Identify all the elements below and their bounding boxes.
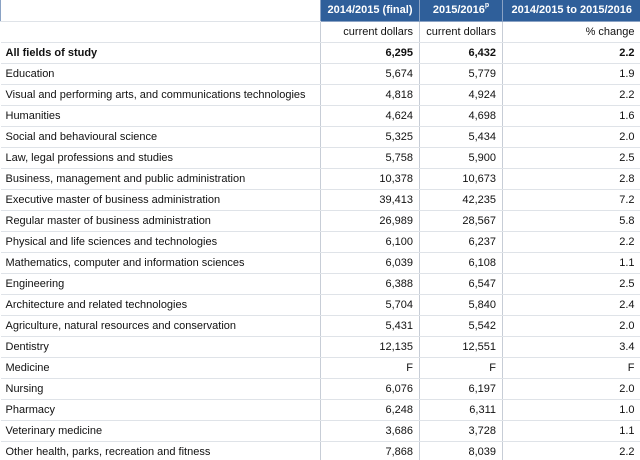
field-name-cell: Visual and performing arts, and communications technologies	[1, 84, 321, 105]
field-name-cell: Veterinary medicine	[1, 420, 321, 441]
field-name-cell: Medicine	[1, 357, 321, 378]
percent-change-cell: 1.1	[503, 252, 640, 273]
value-2014-2015-cell: 12,135	[321, 336, 420, 357]
percent-change-cell: 2.8	[503, 168, 640, 189]
table-row	[1, 357, 640, 378]
value-2014-2015-cell: 3,686	[321, 420, 420, 441]
table-row	[1, 273, 640, 294]
percent-change-cell: 1.0	[503, 399, 640, 420]
value-2014-2015-cell: 6,100	[321, 231, 420, 252]
table-row	[1, 315, 640, 336]
value-2015-2016-cell: 6,237	[420, 231, 503, 252]
table-row	[1, 84, 640, 105]
units-row	[1, 21, 640, 42]
value-2014-2015-cell: 5,674	[321, 63, 420, 84]
table-row	[1, 294, 640, 315]
field-name-cell: Physical and life sciences and technologies	[1, 231, 321, 252]
value-2014-2015-cell: 5,704	[321, 294, 420, 315]
value-2015-2016-cell: 4,924	[420, 84, 503, 105]
value-2014-2015-cell: 7,868	[321, 441, 420, 460]
value-2014-2015-cell: 10,378	[321, 168, 420, 189]
value-2015-2016-cell: 6,432	[420, 42, 503, 63]
value-2014-2015-cell: 5,431	[321, 315, 420, 336]
value-2014-2015-cell: F	[321, 357, 420, 378]
percent-change-cell: 2.2	[503, 42, 640, 63]
percent-change-cell: 2.0	[503, 126, 640, 147]
value-2015-2016-cell: 4,698	[420, 105, 503, 126]
value-2014-2015-cell: 4,818	[321, 84, 420, 105]
header-change: 2014/2015 to 2015/2016	[503, 0, 640, 21]
value-2014-2015-cell: 6,039	[321, 252, 420, 273]
value-2015-2016-cell: 3,728	[420, 420, 503, 441]
units-col2: current dollars	[420, 21, 503, 42]
units-blank-cell	[1, 21, 321, 42]
table-row	[1, 63, 640, 84]
table-row	[1, 231, 640, 252]
percent-change-cell: 3.4	[503, 336, 640, 357]
table-row	[1, 399, 640, 420]
field-name-cell: Regular master of business administration	[1, 210, 321, 231]
percent-change-cell: 2.5	[503, 147, 640, 168]
value-2015-2016-cell: 8,039	[420, 441, 503, 460]
percent-change-cell: F	[503, 357, 640, 378]
table-row	[1, 105, 640, 126]
field-name-cell: Agriculture, natural resources and conservation	[1, 315, 321, 336]
value-2014-2015-cell: 6,076	[321, 378, 420, 399]
table-row	[1, 189, 640, 210]
field-name-cell: Social and behavioural science	[1, 126, 321, 147]
percent-change-cell: 5.8	[503, 210, 640, 231]
preliminary-marker: p	[484, 2, 490, 10]
value-2015-2016-cell: 6,197	[420, 378, 503, 399]
value-2015-2016-cell: 5,900	[420, 147, 503, 168]
header-2015-2016	[420, 0, 503, 21]
percent-change-cell: 2.2	[503, 84, 640, 105]
value-2015-2016-cell: 28,567	[420, 210, 503, 231]
value-2015-2016-cell: F	[420, 357, 503, 378]
field-name-cell: Humanities	[1, 105, 321, 126]
percent-change-cell: 2.2	[503, 231, 640, 252]
field-name-cell: Executive master of business administration	[1, 189, 321, 210]
value-2015-2016-cell: 6,108	[420, 252, 503, 273]
percent-change-cell: 7.2	[503, 189, 640, 210]
field-name-cell: Education	[1, 63, 321, 84]
table-row	[1, 336, 640, 357]
field-name-cell: Other health, parks, recreation and fitness	[1, 441, 321, 460]
table-row	[1, 42, 640, 63]
value-2014-2015-cell: 4,624	[321, 105, 420, 126]
value-2014-2015-cell: 5,325	[321, 126, 420, 147]
value-2015-2016-cell: 6,547	[420, 273, 503, 294]
header-2014-2015: 2014/2015 (final)	[321, 0, 420, 21]
percent-change-cell: 2.0	[503, 315, 640, 336]
table-row	[1, 441, 640, 460]
table-row	[1, 210, 640, 231]
value-2015-2016-cell: 5,542	[420, 315, 503, 336]
value-2014-2015-cell: 39,413	[321, 189, 420, 210]
table-row	[1, 126, 640, 147]
value-2015-2016-cell: 5,779	[420, 63, 503, 84]
value-2015-2016-cell: 5,434	[420, 126, 503, 147]
percent-change-cell: 2.0	[503, 378, 640, 399]
field-name-cell: Pharmacy	[1, 399, 321, 420]
field-name-cell: Architecture and related technologies	[1, 294, 321, 315]
value-2015-2016-cell: 5,840	[420, 294, 503, 315]
header-blank-cell	[1, 0, 321, 21]
field-name-cell: Nursing	[1, 378, 321, 399]
value-2015-2016-cell: 10,673	[420, 168, 503, 189]
table-row	[1, 420, 640, 441]
header-2015-2016-label: 2015/2016	[432, 4, 485, 17]
value-2014-2015-cell: 26,989	[321, 210, 420, 231]
value-2014-2015-cell: 6,388	[321, 273, 420, 294]
value-2015-2016-cell: 12,551	[420, 336, 503, 357]
value-2014-2015-cell: 6,248	[321, 399, 420, 420]
value-2014-2015-cell: 6,295	[321, 42, 420, 63]
units-col1: current dollars	[321, 21, 420, 42]
value-2015-2016-cell: 6,311	[420, 399, 503, 420]
percent-change-cell: 2.5	[503, 273, 640, 294]
field-name-cell: Mathematics, computer and information sciences	[1, 252, 321, 273]
table-row	[1, 378, 640, 399]
field-name-cell: All fields of study	[1, 42, 321, 63]
percent-change-cell: 1.9	[503, 63, 640, 84]
table-row	[1, 147, 640, 168]
value-2015-2016-cell: 42,235	[420, 189, 503, 210]
table-header-row	[1, 0, 640, 21]
percent-change-cell: 1.6	[503, 105, 640, 126]
field-name-cell: Law, legal professions and studies	[1, 147, 321, 168]
table-body	[1, 42, 640, 460]
percent-change-cell: 2.2	[503, 441, 640, 460]
table-row	[1, 252, 640, 273]
table-row	[1, 168, 640, 189]
field-name-cell: Business, management and public administration	[1, 168, 321, 189]
value-2014-2015-cell: 5,758	[321, 147, 420, 168]
field-name-cell: Engineering	[1, 273, 321, 294]
units-col3: % change	[503, 21, 640, 42]
field-name-cell: Dentistry	[1, 336, 321, 357]
percent-change-cell: 2.4	[503, 294, 640, 315]
percent-change-cell: 1.1	[503, 420, 640, 441]
